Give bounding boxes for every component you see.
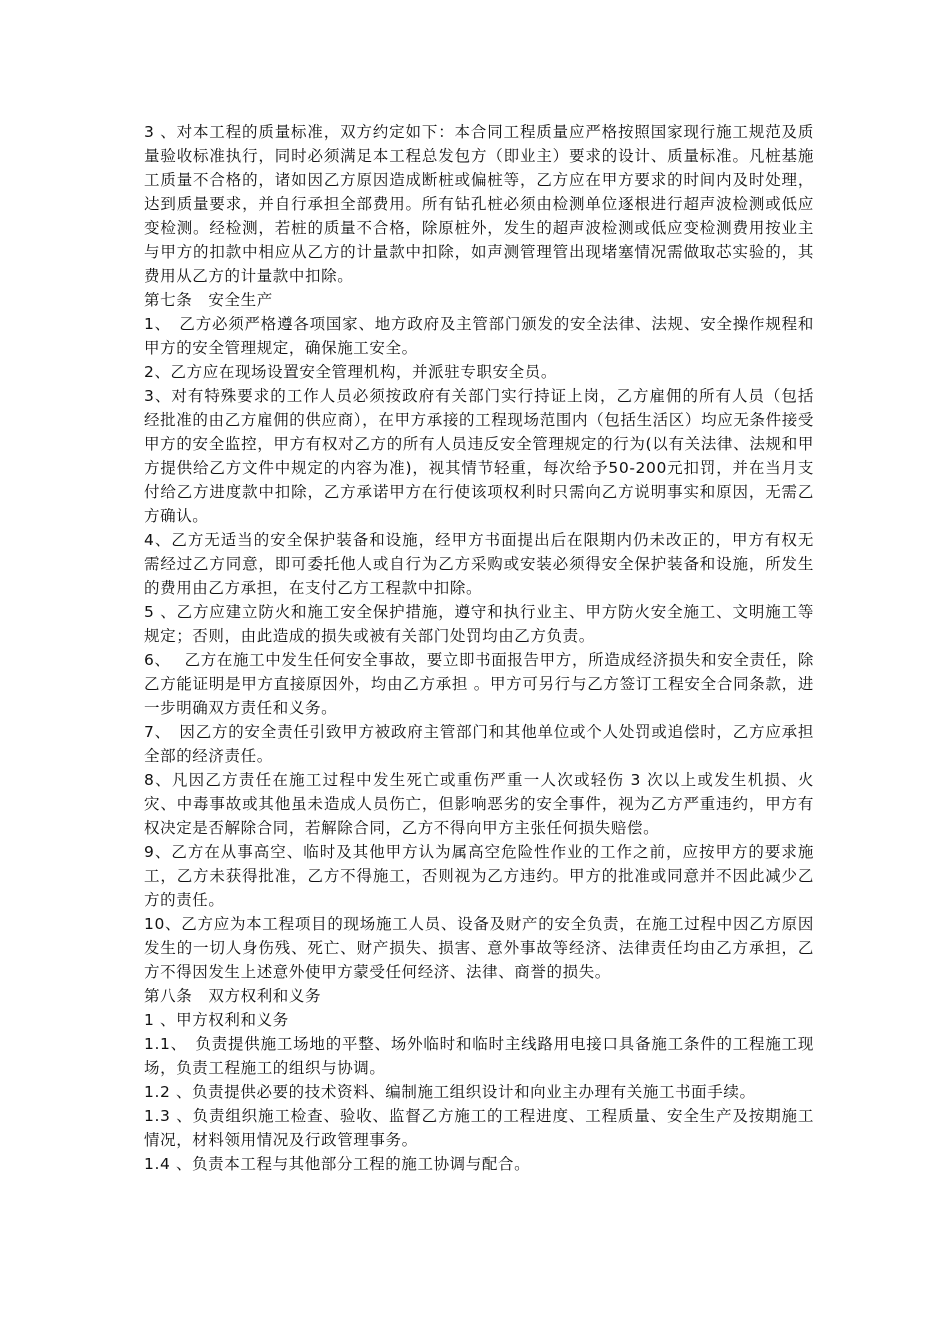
paragraph-safety-5: 5 、乙方应建立防火和施工安全保护措施，遵守和执行业主、甲方防火安全施工、文明施工等规定；否则，由此造成的损失或被有关部门处罚均由乙方负责。 <box>144 603 814 645</box>
paragraph-safety-3: 3、对有特殊要求的工作人员必须按政府有关部门实行持证上岗，乙方雇佣的所有人员（包括经批准的由乙方雇佣的供应商），在甲方承接的工程现场范围内（包括生活区）均应无条件接受甲方的安全监控，甲方有权对乙方的所有人员违反安全管理规定的行为(以有关法律、法规和甲方提供给乙方文件中规定的内容为准)，视其情节轻重，每次给予50-200元扣罚，并在当月支付给乙方进度款中扣除，乙方承诺甲方在行使该项权利时只需向乙方说明事实和原因，无需乙方确认。 <box>144 387 814 525</box>
paragraph-safety-7: 7、 因乙方的安全责任引致甲方被政府主管部门和其他单位或个人处罚或追偿时，乙方应承担全部的经济责任。 <box>144 723 814 765</box>
paragraph-rights-1-3: 1.3 、负责组织施工检查、验收、监督乙方施工的工程进度、工程质量、安全生产及按期施工情况，材料领用情况及行政管理事务。 <box>144 1107 814 1149</box>
paragraph-safety-8: 8、凡因乙方责任在施工过程中发生死亡或重伤严重一人次或轻伤 3 次以上或发生机损、火灾、中毒事故或其他虽未造成人员伤亡，但影响恶劣的安全事件，视为乙方严重违约，甲方有权决定是否解除合同，若解除合同，乙方不得向甲方主张任何损失赔偿。 <box>144 771 814 837</box>
section-heading-article-8: 第八条 双方权利和义务 <box>144 987 322 1005</box>
paragraph-rights-1-1: 1.1、 负责提供施工场地的平整、场外临时和临时主线路用电接口具备施工条件的工程施工现场，负责工程施工的组织与协调。 <box>144 1035 814 1077</box>
paragraph-safety-1: 1、 乙方必须严格遵各项国家、地方政府及主管部门颁发的安全法律、法规、安全操作规程和甲方的安全管理规定，确保施工安全。 <box>144 315 814 357</box>
section-heading-article-7: 第七条 安全生产 <box>144 291 273 309</box>
subheading-party-a-rights: 1 、甲方权利和义务 <box>144 1011 289 1029</box>
paragraph-quality-standard: 3 、对本工程的质量标准，双方约定如下：本合同工程质量应严格按照国家现行施工规范及质量验收标准执行，同时必须满足本工程总发包方（即业主）要求的设计、质量标准。凡桩基施工质量不合格的，诸如因乙方原因造成断桩或偏桩等，乙方应在甲方要求的时间内及时处理，达到质量要求，并自行承担全部费用。所有钻孔桩必须由检测单位逐根进行超声波检测或低应变检测。经检测，若桩的质量不合格，除原桩外，发生的超声波检测或低应变检测费用按业主与甲方的扣款中相应从乙方的计量款中扣除，如声测管理管出现堵塞情况需做取芯实验的，其费用从乙方的计量款中扣除。 <box>144 123 814 285</box>
paragraph-safety-2: 2、乙方应在现场设置安全管理机构，并派驻专职安全员。 <box>144 363 557 381</box>
paragraph-safety-10: 10、乙方应为本工程项目的现场施工人员、设备及财产的安全负责，在施工过程中因乙方原因发生的一切人身伤残、死亡、财产损失、损害、意外事故等经济、法律责任均由乙方承担，乙方不得因发生上述意外使甲方蒙受任何经济、法律、商誉的损失。 <box>144 915 814 981</box>
paragraph-rights-1-4: 1.4 、负责本工程与其他部分工程的施工协调与配合。 <box>144 1155 531 1173</box>
document-body <box>144 120 814 1176</box>
paragraph-safety-6: 6、 乙方在施工中发生任何安全事故，要立即书面报告甲方，所造成经济损失和安全责任，除乙方能证明是甲方直接原因外，均由乙方承担 。甲方可另行与乙方签订工程安全合同条款，进一步明确双方责任和义务。 <box>144 651 814 717</box>
paragraph-rights-1-2: 1.2 、负责提供必要的技术资料、编制施工组织设计和向业主办理有关施工书面手续。 <box>144 1083 756 1101</box>
paragraph-safety-4: 4、乙方无适当的安全保护装备和设施，经甲方书面提出后在限期内仍未改正的，甲方有权无需经过乙方同意，即可委托他人或自行为乙方采购或安装必须得安全保护装备和设施，所发生的费用由乙方承担，在支付乙方工程款中扣除。 <box>144 531 814 597</box>
paragraph-safety-9: 9、乙方在从事高空、临时及其他甲方认为属高空危险性作业的工作之前，应按甲方的要求施工，乙方未获得批准，乙方不得施工，否则视为乙方违约。甲方的批准或同意并不因此减少乙方的责任。 <box>144 843 814 909</box>
